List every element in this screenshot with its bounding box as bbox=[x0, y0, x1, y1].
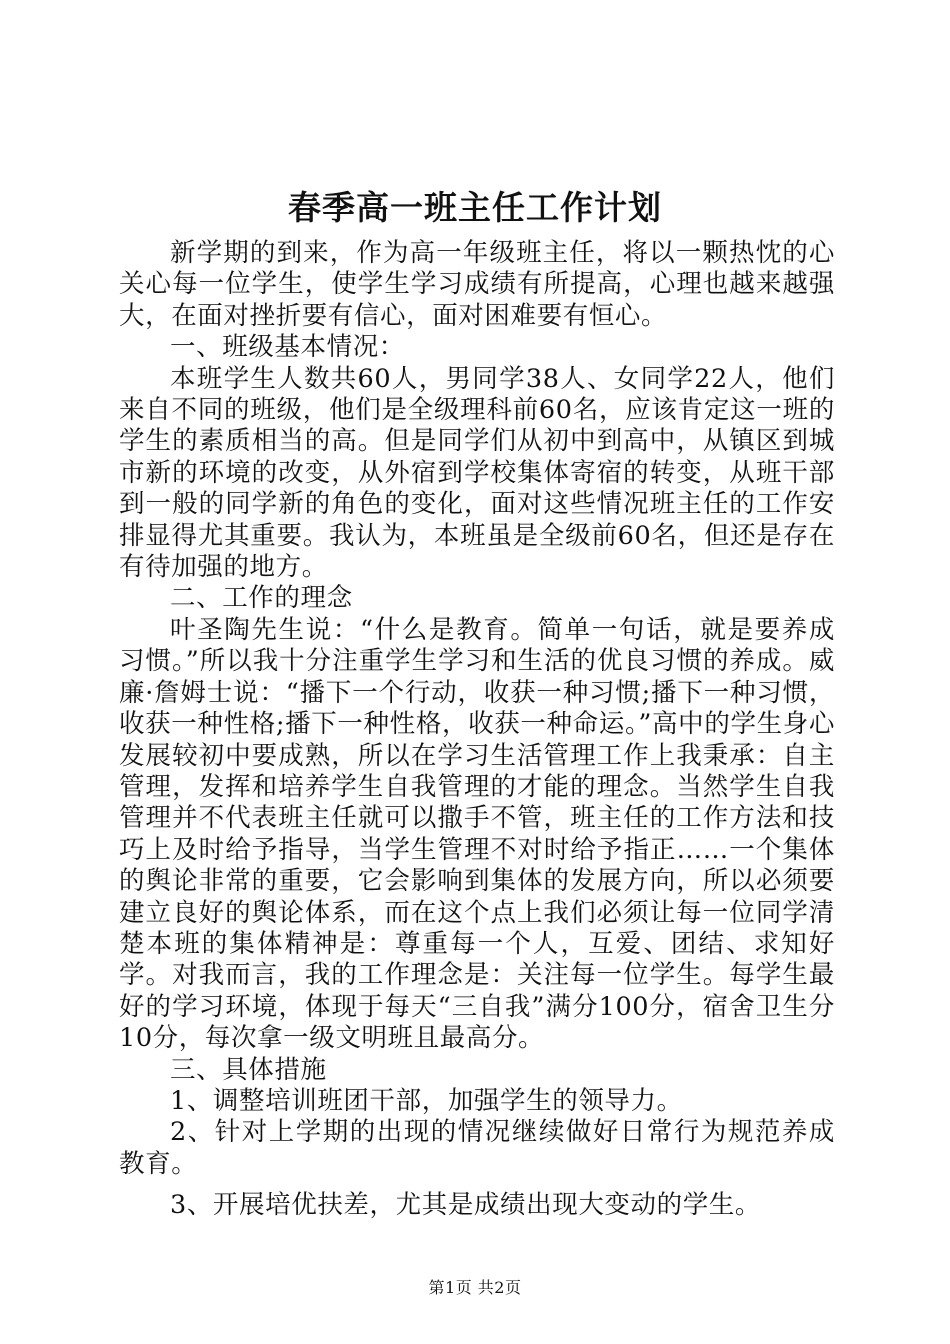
measure-item-1: 1、调整培训班团干部，加强学生的领导力。 bbox=[170, 1085, 683, 1116]
measure-item-2: 2、针对上学期的出现的情况继续做好日常行为规范养成教育。 bbox=[119, 1117, 835, 1179]
page-footer: 第1页 共2页 bbox=[428, 1278, 522, 1297]
section-heading-work-philosophy: 二、工作的理念 bbox=[170, 583, 353, 614]
measure-item-3: 3、开展培优扶差，尤其是成绩出现大变动的学生。 bbox=[170, 1190, 762, 1221]
section-heading-class-situation: 一、班级基本情况： bbox=[170, 332, 405, 363]
paragraph-class-situation: 本班学生人数共60人，男同学38人、女同学22人，他们来自不同的班级，他们是全级理科前60名，应该肯定这一班的学生的素质相当的高。但是同学们从初中到高中，从镇区到城市新的环境的改变，从外宿到学校集体寄宿的转变，从班干部到一般的同学新的角色的变化，面对这些情况班主任的工作安排显得尤其重要。我认为，本班虽是全级前60名，但还是存在有待加强的地方。 bbox=[119, 363, 835, 583]
paragraph-work-philosophy: 叶圣陶先生说：“什么是教育。简单一句话，就是要养成习惯。”所以我十分注重学生学习和生活的优良习惯的养成。威廉·詹姆士说：“播下一个行动，收获一种习惯;播下一种习惯，收获一种性格;播下一种性格，收获一种命运。”高中的学生身心发展较初中要成熟，所以在学习生活管理工作上我秉承：自主管理，发挥和培养学生自我管理的才能的理念。当然学生自我管理并不代表班主任就可以撒手不管，班主任的工作方法和技巧上及时给予指导，当学生管理不对时给予指正……一个集体的舆论非常的重要，它会影响到集体的发展方向，所以必须要建立良好的舆论体系，而在这个点上我们必须让每一位同学清楚本班的集体精神是：尊重每一个人，互爱、团结、求知好学。对我而言，我的工作理念是：关注每一位学生。每学生最好的学习环境，体现于每天“三自我”满分100分，宿舍卫生分10分，每次拿一级文明班且最高分。 bbox=[119, 614, 835, 1054]
section-heading-measures: 三、具体措施 bbox=[170, 1054, 327, 1085]
document-title: 春季高一班主任工作计划 bbox=[288, 188, 662, 227]
paragraph-intro: 新学期的到来，作为高一年级班主任，将以一颗热忱的心关心每一位学生，使学生学习成绩有所提高，心理也越来越强大，在面对挫折要有信心，面对困难要有恒心。 bbox=[119, 238, 835, 331]
document-body bbox=[119, 238, 835, 1222]
